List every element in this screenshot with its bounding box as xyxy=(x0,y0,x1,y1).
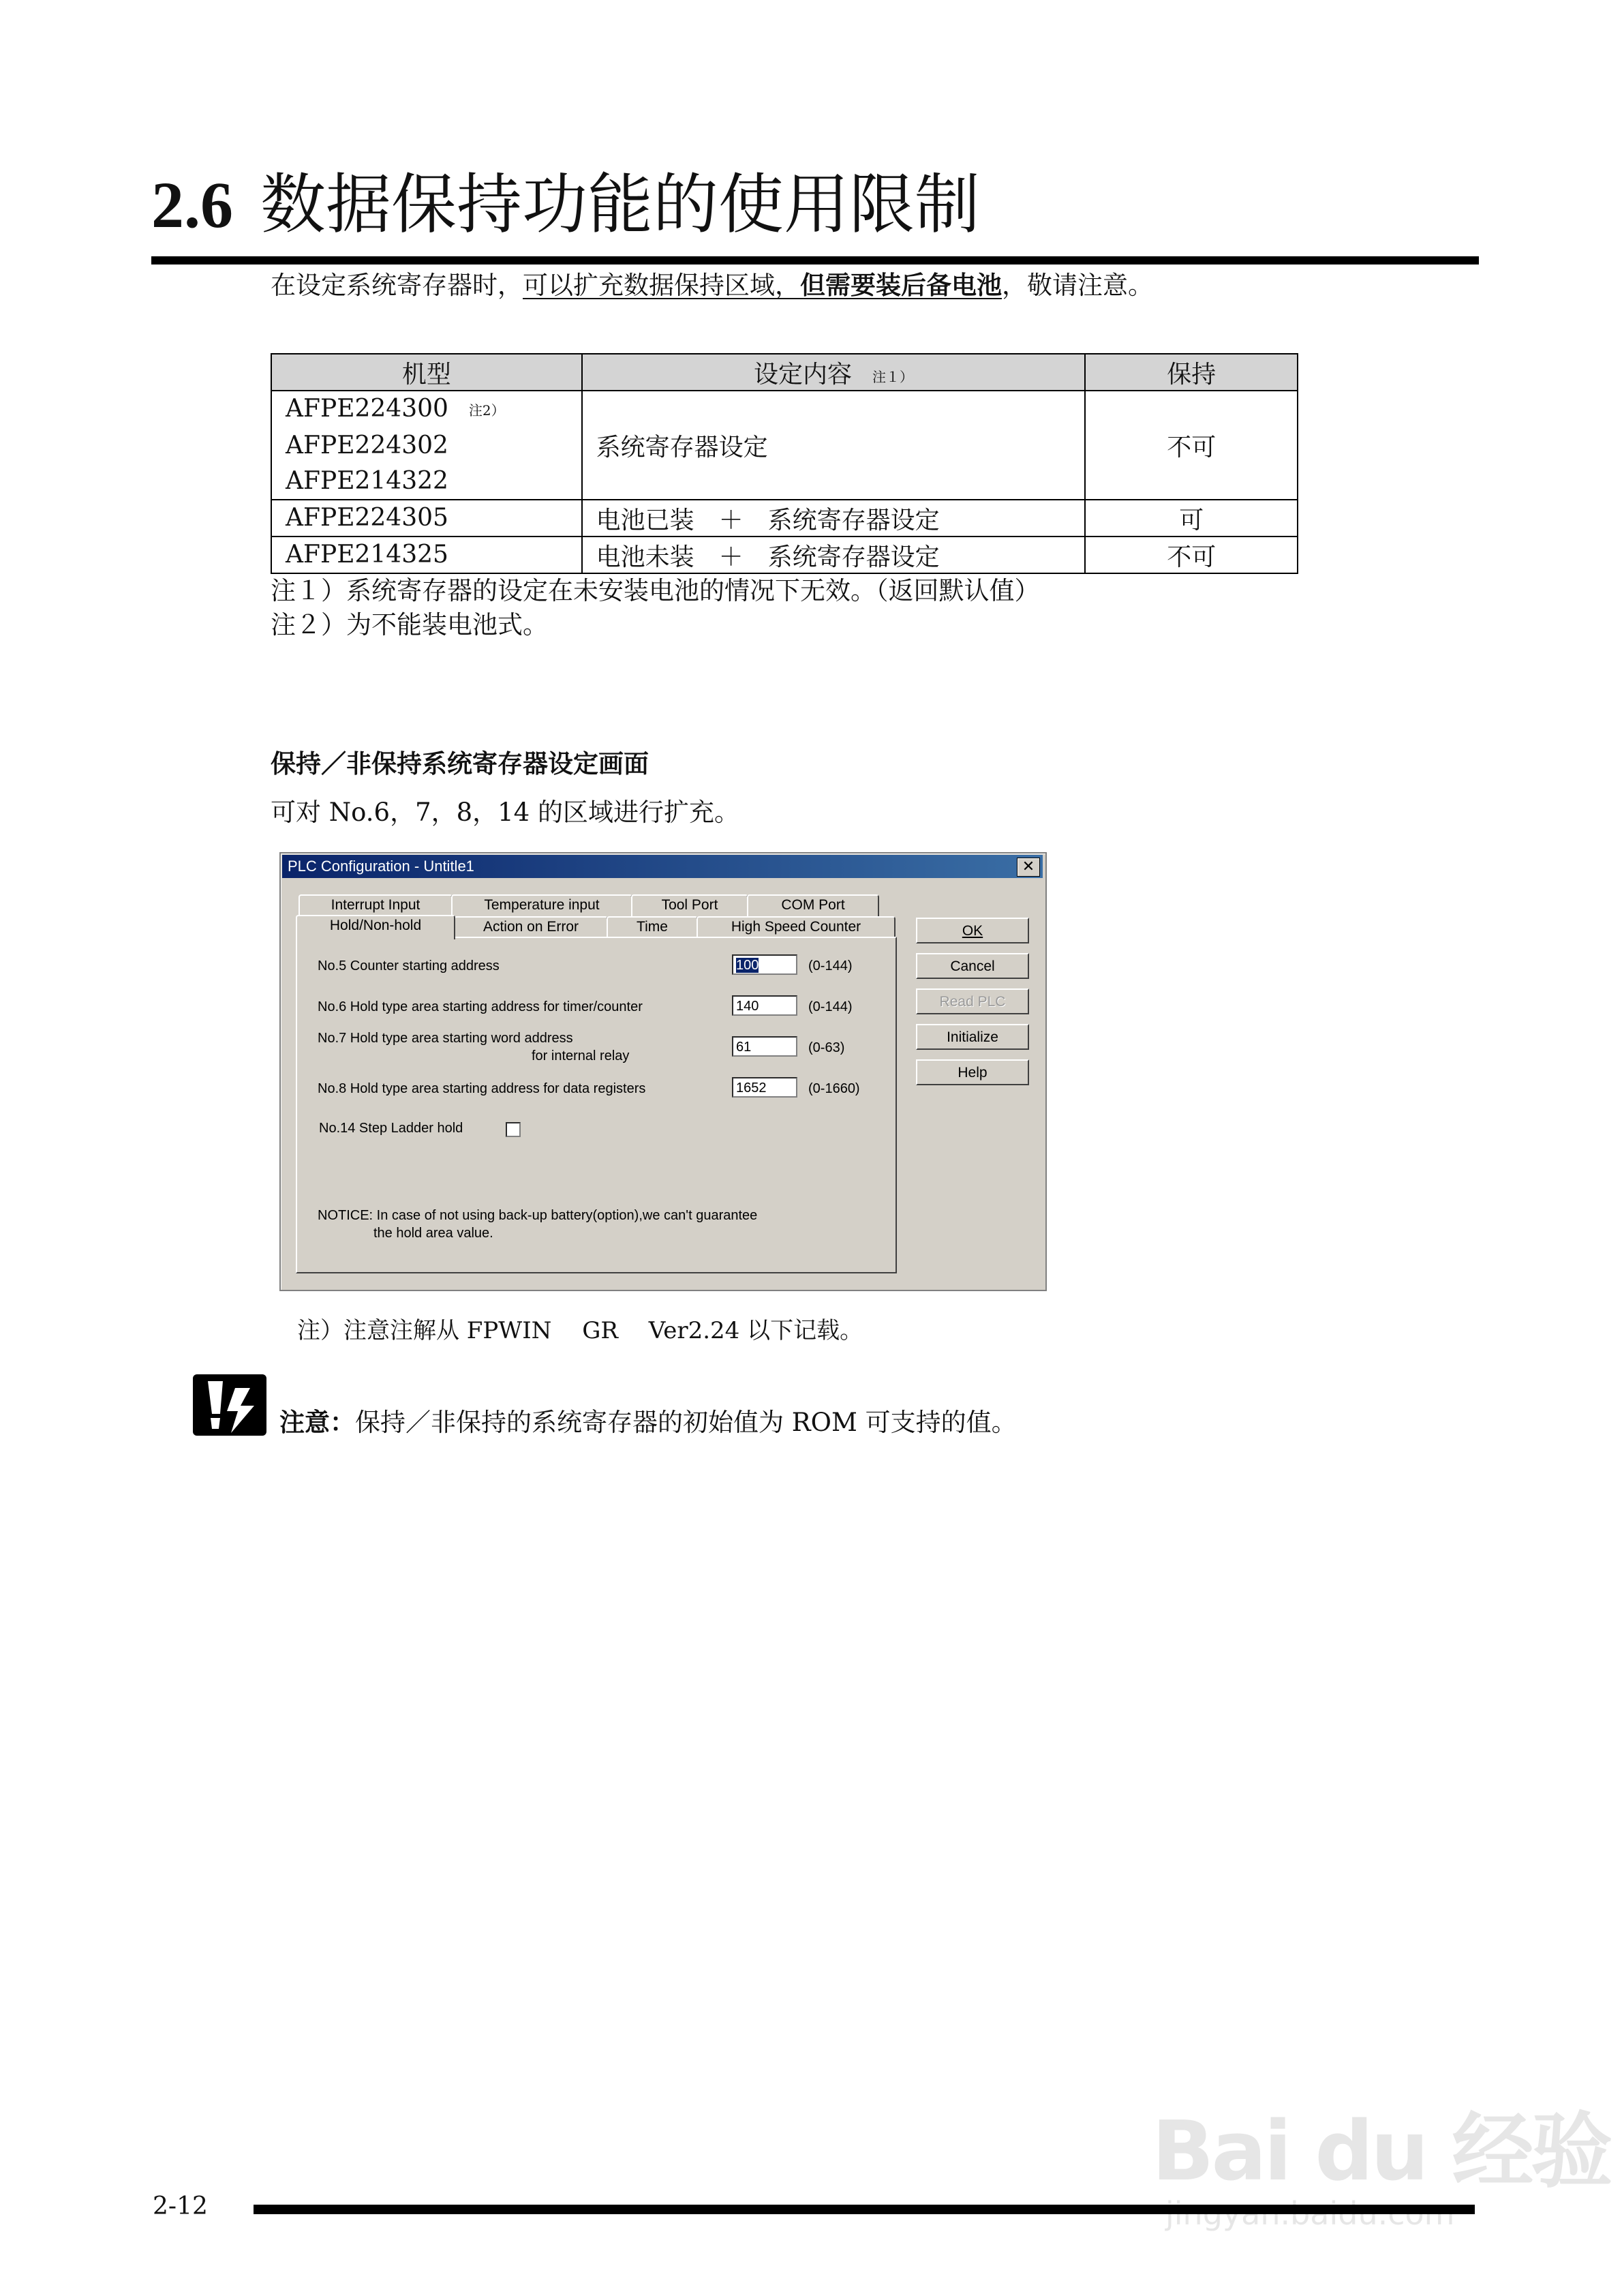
row1-setting: 系统寄存器设定 xyxy=(582,391,1086,500)
table-row xyxy=(271,537,1298,573)
model-cell: AFPE224300 xyxy=(286,395,448,423)
initialize-button-label: Initialize xyxy=(947,1029,998,1045)
plc-configuration-dialog xyxy=(279,852,1047,1291)
header-setting-label: 设定内容 xyxy=(754,360,853,389)
note-2: 注２）为不能装电池式。 xyxy=(271,610,548,639)
step-ladder-hold-checkbox[interactable] xyxy=(506,1122,521,1137)
intro-underlined-plain: 可以扩充数据保持区域， xyxy=(523,271,800,300)
no7-input[interactable]: 61 xyxy=(732,1036,797,1057)
no6-range: (0-144) xyxy=(808,999,853,1014)
page-heading xyxy=(151,164,980,246)
row3-hold: 不可 xyxy=(1085,537,1298,573)
no5-label: No.5 Counter starting address xyxy=(318,958,500,973)
intro-pre: 在设定系统寄存器时， xyxy=(271,271,523,300)
initialize-button[interactable] xyxy=(916,1024,1029,1050)
row2-model: AFPE224305 xyxy=(271,500,582,537)
cancel-button[interactable] xyxy=(916,953,1029,979)
row1-models xyxy=(271,391,582,500)
row1-hold: 不可 xyxy=(1085,391,1298,500)
intro-underlined-bold: 但需要装后备电池 xyxy=(800,270,1002,300)
tab-hold-non-hold[interactable]: Hold/Non-hold xyxy=(296,915,455,939)
no7-range: (0-63) xyxy=(808,1040,845,1055)
table-header-row xyxy=(271,354,1298,391)
help-button[interactable] xyxy=(916,1059,1029,1085)
intro-paragraph xyxy=(271,267,1153,303)
tab-tool-port[interactable]: Tool Port xyxy=(631,894,748,916)
ok-button-label: OK xyxy=(962,923,983,939)
model-hold-table xyxy=(271,353,1298,574)
header-setting-note: 注１） xyxy=(872,369,914,385)
header-model: 机型 xyxy=(271,354,582,391)
tab-temperature-input[interactable]: Temperature input xyxy=(451,894,632,916)
model-note: 注2） xyxy=(468,402,505,419)
no5-value: 100 xyxy=(736,958,759,973)
watermark-brand: Bai du 经验 xyxy=(1152,2104,1610,2199)
no7-label: No.7 Hold type area starting word address xyxy=(318,1031,573,1046)
dialog-note: 注）注意注解从 FPWIN GR Ver2.24 以下记载。 xyxy=(297,1317,863,1344)
heading-title: 数据保持功能的使用限制 xyxy=(260,166,980,243)
heading-number: 2.6 xyxy=(151,168,233,241)
no5-input[interactable] xyxy=(732,954,797,975)
ok-button[interactable] xyxy=(916,918,1029,943)
intro-post: ，敬请注意。 xyxy=(1002,271,1153,300)
caution-label: 注意： xyxy=(279,1407,355,1437)
footer-rule xyxy=(254,2205,1475,2214)
table-notes xyxy=(271,574,1040,642)
no6-label: No.6 Hold type area starting address for timer/counter xyxy=(318,999,643,1014)
tab-high-speed-counter[interactable]: High Speed Counter xyxy=(697,916,896,938)
section-title: 保持／非保持系统寄存器设定画面 xyxy=(271,749,649,779)
notice-line1: NOTICE: In case of not using back-up battery(option),we can't guarantee xyxy=(318,1208,758,1223)
no6-input[interactable]: 140 xyxy=(732,995,797,1016)
read-plc-button-label: Read PLC xyxy=(939,994,1006,1010)
heading-rule xyxy=(151,256,1479,265)
cancel-button-label: Cancel xyxy=(950,958,995,974)
no8-input[interactable]: 1652 xyxy=(732,1077,797,1098)
caution-message: 保持／非保持的系统寄存器的初始值为 ROM 可支持的值。 xyxy=(355,1408,1017,1437)
no8-range: (0-1660) xyxy=(808,1081,860,1096)
tab-action-on-error[interactable]: Action on Error xyxy=(454,916,608,938)
tab-com-port[interactable]: COM Port xyxy=(747,894,879,916)
header-hold: 保持 xyxy=(1085,354,1298,391)
note-1: 注１）系统寄存器的设定在未安装电池的情况下无效。（返回默认值） xyxy=(271,576,1040,605)
no8-label: No.8 Hold type area starting address for data registers xyxy=(318,1081,646,1096)
close-button[interactable]: ✕ xyxy=(1017,858,1040,877)
no14-label: No.14 Step Ladder hold xyxy=(319,1121,463,1136)
model-cell: AFPE214322 xyxy=(286,467,448,495)
no7-label-line2: for internal relay xyxy=(532,1048,630,1063)
section-description: 可对 No.6，7，8，14 的区域进行扩充。 xyxy=(271,798,739,827)
model-cell: AFPE224302 xyxy=(286,432,448,459)
help-button-label: Help xyxy=(958,1065,988,1081)
caution-text xyxy=(279,1404,1017,1440)
page-number: 2-12 xyxy=(153,2192,208,2220)
row3-setting: 电池未装 ＋ 系统寄存器设定 xyxy=(582,537,1086,573)
tab-time[interactable]: Time xyxy=(607,916,698,938)
intro-underlined xyxy=(523,271,1002,300)
header-setting xyxy=(582,354,1086,391)
caution-icon xyxy=(193,1374,266,1436)
dialog-title: PLC Configuration - Untitle1 xyxy=(288,858,474,875)
table-row xyxy=(271,500,1298,537)
table-row xyxy=(271,391,1298,500)
row2-hold: 可 xyxy=(1085,500,1298,537)
row3-model: AFPE214325 xyxy=(271,537,582,573)
dialog-titlebar xyxy=(282,855,1043,878)
no5-range: (0-144) xyxy=(808,958,853,973)
tab-interrupt-input[interactable]: Interrupt Input xyxy=(299,894,453,916)
baidu-watermark xyxy=(1152,2086,1610,2250)
row2-setting: 电池已装 ＋ 系统寄存器设定 xyxy=(582,500,1086,537)
notice-line2: the hold area value. xyxy=(373,1226,493,1241)
read-plc-button[interactable] xyxy=(916,988,1029,1014)
